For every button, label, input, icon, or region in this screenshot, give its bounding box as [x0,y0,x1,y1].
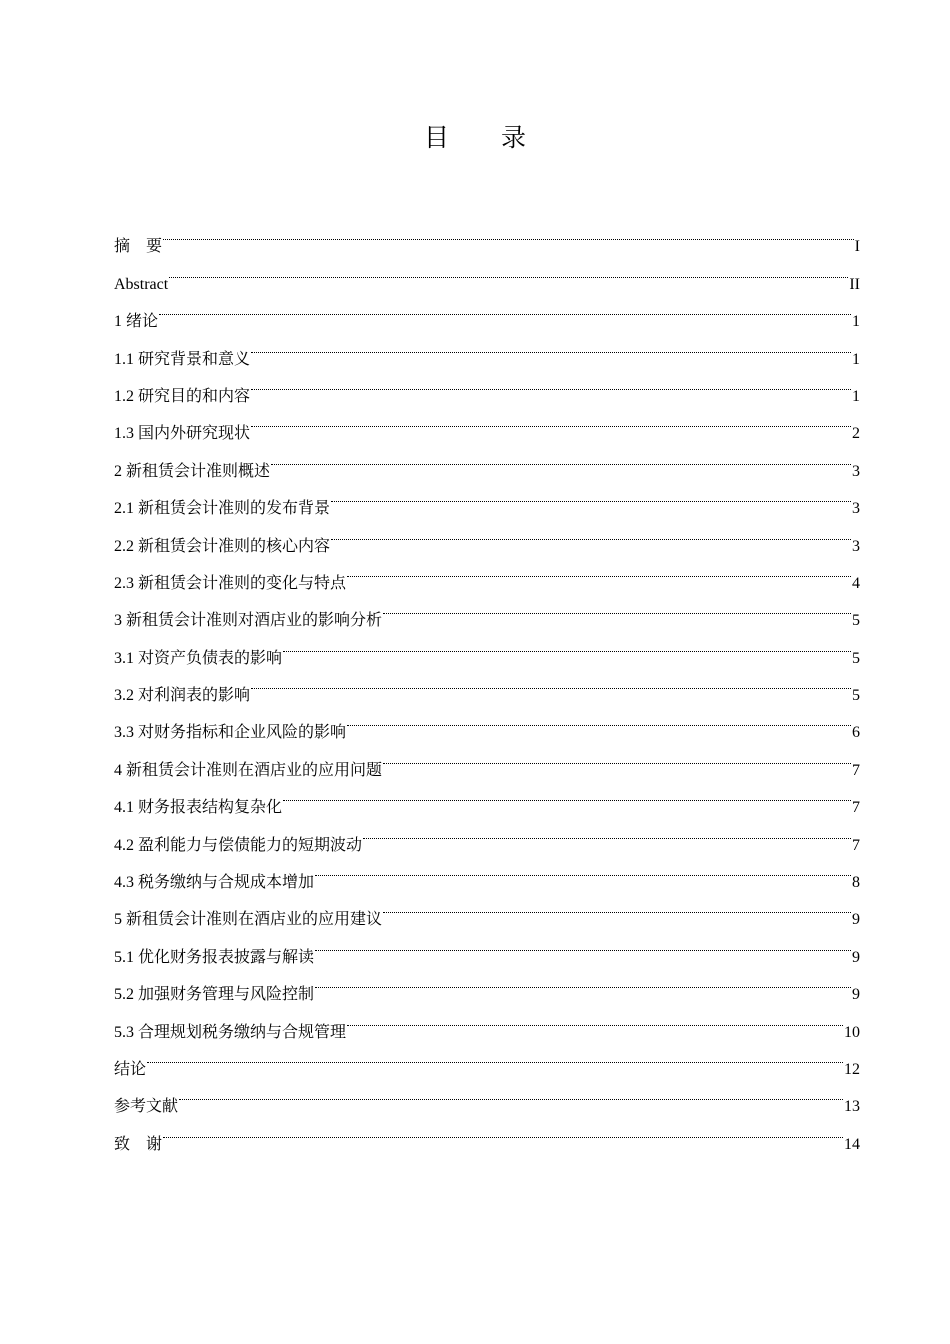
toc-entry-page-number: 7 [852,836,860,854]
dot-leader [251,326,851,363]
dot-leader [147,1037,843,1074]
toc-entry-page-number: 13 [844,1098,860,1116]
dot-leader [347,551,851,588]
dot-leader [331,513,851,550]
dot-leader [383,887,851,924]
toc-entry-label: 参考文献 [114,1098,179,1116]
toc-entry-page-number: 9 [852,948,860,966]
toc-entry-page-number: 9 [852,986,860,1004]
toc-entry[interactable] [114,326,860,368]
toc-entry-label: 2.1 新租赁会计准则的发布背景 [114,500,331,518]
dot-leader [163,214,854,251]
toc-entry-page-number: I [854,238,860,256]
toc-entry-page-number: 12 [844,1060,860,1078]
dot-leader [163,1111,843,1148]
dot-leader [251,401,851,438]
toc-entry[interactable] [114,214,860,256]
toc-entry-label: 5.2 加强财务管理与风险控制 [114,986,315,1004]
toc-entry-label: 5.1 优化财务报表披露与解读 [114,948,315,966]
dot-leader [315,850,851,887]
toc-entry-label: 4.2 盈利能力与偿债能力的短期波动 [114,836,363,854]
toc-entry-page-number: 2 [852,425,860,443]
toc-entry[interactable] [114,1111,860,1153]
toc-entry-page-number: 5 [852,612,860,630]
toc-entry-page-number: 3 [852,500,860,518]
toc-entry-label: 3 新租赁会计准则对酒店业的影响分析 [114,612,383,630]
dot-leader [383,737,851,774]
toc-entry-label: 摘 要 [114,238,163,256]
toc-list [114,214,860,1153]
dot-leader [271,438,851,475]
toc-entry-label: 3.1 对资产负债表的影响 [114,649,283,667]
toc-entry-label: 1 绪论 [114,313,159,331]
dot-leader [363,812,851,849]
toc-entry-label: 4.1 财务报表结构复杂化 [114,799,283,817]
toc-entry-page-number: 7 [852,799,860,817]
toc-entry-page-number: 8 [852,874,860,892]
dot-leader [251,663,851,700]
dot-leader [331,476,851,513]
toc-entry-page-number: 7 [852,761,860,779]
dot-leader [347,999,843,1036]
toc-entry-label: 3.3 对财务指标和企业风险的影响 [114,724,347,742]
toc-entry-label: 5.3 合理规划税务缴纳与合规管理 [114,1023,347,1041]
toc-entry-label: 2.3 新租赁会计准则的变化与特点 [114,574,347,592]
toc-entry-label: 2 新租赁会计准则概述 [114,462,271,480]
dot-leader [159,289,851,326]
dot-leader [169,251,848,288]
toc-entry-label: 结论 [114,1060,147,1078]
toc-entry-page-number: 9 [852,911,860,929]
toc-entry[interactable] [114,1074,860,1116]
toc-entry-page-number: 10 [844,1023,860,1041]
toc-entry-label: Abstract [114,275,169,293]
toc-entry[interactable] [114,1037,860,1078]
toc-entry-page-number: 3 [852,462,860,480]
toc-entry-page-number: II [849,275,860,293]
toc-entry-page-number: 1 [852,387,860,405]
toc-entry-label: 4 新租赁会计准则在酒店业的应用问题 [114,761,383,779]
dot-leader [179,1074,843,1111]
dot-leader [315,924,851,961]
toc-entry-label: 1.2 研究目的和内容 [114,387,251,405]
toc-entry-page-number: 5 [852,649,860,667]
dot-leader [383,588,851,625]
toc-entry-label: 1.1 研究背景和意义 [114,350,251,368]
toc-entry-label: 3.2 对利润表的影响 [114,687,251,705]
toc-entry-page-number: 4 [852,574,860,592]
dot-leader [283,625,851,662]
toc-entry-label: 4.3 税务缴纳与合规成本增加 [114,874,315,892]
dot-leader [347,700,851,737]
dot-leader [283,775,851,812]
toc-entry-page-number: 3 [852,537,860,555]
dot-leader [251,364,851,401]
toc-entry-label: 5 新租赁会计准则在酒店业的应用建议 [114,911,383,929]
toc-entry-label: 2.2 新租赁会计准则的核心内容 [114,537,331,555]
toc-title: 目 录 [424,123,548,152]
toc-entry-page-number: 14 [844,1135,860,1153]
toc-entry[interactable] [114,251,860,293]
toc-entry-page-number: 1 [852,313,860,331]
toc-entry-page-number: 6 [852,724,860,742]
dot-leader [315,962,851,999]
toc-entry-page-number: 1 [852,350,860,368]
toc-entry-label: 致 谢 [114,1135,163,1153]
toc-entry-label: 1.3 国内外研究现状 [114,425,251,443]
toc-entry-page-number: 5 [852,687,860,705]
toc-entry[interactable] [114,289,860,331]
